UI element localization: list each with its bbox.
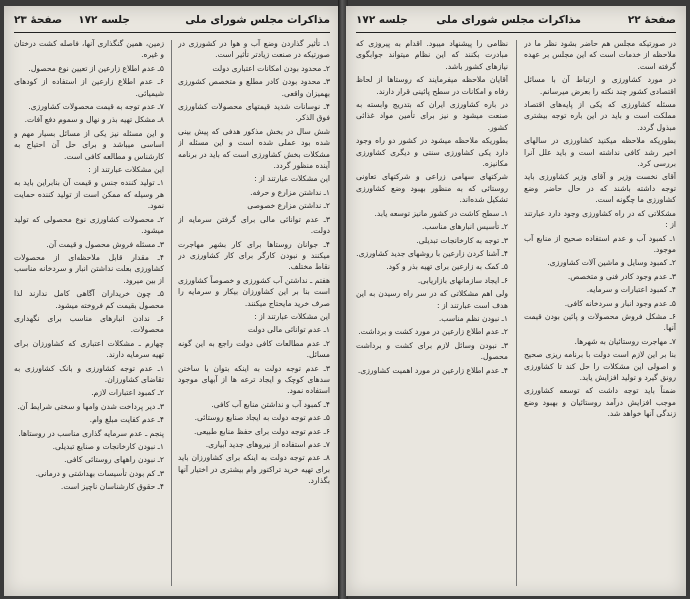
paragraph: ۱ـ سطح کاشت در کشور مانیز توسعه یابد. bbox=[374, 208, 508, 218]
paragraph: ۴ـ عدم کفایت مبلغ وام. bbox=[89, 415, 164, 425]
paragraph: ۴ـ مقدار قابل ملاحظه‌ای از محصولات کشاورزی بعلت نداشتن انبار و سردخانه مناسب از بین میرود. bbox=[14, 252, 164, 285]
paragraph: ۴ـ حقوق کارشناسان ناچیز است. bbox=[60, 482, 164, 492]
paragraph: بطوریکه ملاحظه میشود در کشور دو راه وجود دارد یکی کشاورزی سنتی و دیگری کشاورزی مکانیزه. bbox=[356, 136, 508, 169]
paragraph: ۵ـ عدم اطلاع زارعین از تعیین نوع محصول. bbox=[28, 63, 164, 73]
paragraph: ۱ـ نداشتن مزارع و حرفه. bbox=[250, 187, 330, 197]
paragraph: ۱ـ نبودن نظم مناسب. bbox=[438, 313, 508, 323]
paragraph: ۶ـ عدم توجه دولت برای حفظ منابع طبیعی. bbox=[193, 426, 330, 436]
paragraph: ۲ـ محدود بودن امکانات اعتباری دولت bbox=[212, 63, 330, 73]
paragraph: ۳ـ مسئله فروش محصول و قیمت آن. bbox=[46, 239, 164, 249]
text-column-right bbox=[178, 38, 330, 590]
paragraph: ۱ـ تأثیر گذاردن وضع آب و هوا در کشورزی در صورتیکه در صنعت زیادتر تأثیر است. bbox=[178, 39, 330, 60]
paragraph: پنجم ـ عدم سرمایه گذاری مناسب در روستاها. bbox=[18, 428, 164, 438]
page-title: مذاکرات مجلس شورای ملی bbox=[185, 14, 330, 26]
paragraph: بطوریکه ملاحظه میکنید کشاورزی در سالهای اخیر رشد کافی نداشته است و باید علل آنرا بررسی کرد. bbox=[524, 136, 676, 169]
paragraph: این مشکلات عبارتند از : bbox=[88, 165, 164, 175]
paragraph: ضمناً باید توجه داشت که توسعه کشاورزی موجب افزایش درآمد روستائیان و بهبود وضع زندگی آنها خواهد شد. bbox=[524, 386, 676, 419]
text-column-left bbox=[356, 38, 508, 590]
page-title: مذاکرات مجلس شورای ملی bbox=[436, 14, 581, 26]
paragraph: ۲ـ کمبود اعتبارات لازم. bbox=[91, 388, 164, 398]
paragraph: ۳ـ عدم وجود کادر فنی و متخصص. bbox=[567, 271, 676, 281]
paragraph: ۱ـ عدم توجه کشاورزی و بانک کشاورزی به تقاضای کشاورزان. bbox=[14, 363, 164, 384]
paragraph: ۶ـ عدم اطلاع زارعین از استفاده از کودهای شیمیائی. bbox=[14, 77, 164, 98]
page-number: صفحهٔ ۲۳ bbox=[14, 14, 63, 26]
paragraph: در صورتیکه مجلس هم حاضر بشود نظر ما در ملاحظه از خدمات است که این مجلس بر عهده گرفته است. bbox=[524, 39, 676, 71]
paragraph: ۲ـ نداشتن مزارع خصوصی bbox=[247, 201, 330, 211]
paragraph: بنا بر این لازم است دولت با برنامه ریزی صحیح و اصولی این مشکلات را حل کند تا کشاورزی رونق گیرد و تولید افزایش یابد. bbox=[524, 350, 676, 382]
paragraph: ولی اهم مشکلاتی که در سر راه رسیدن به این هدف است عبارتند از : bbox=[356, 289, 508, 310]
paragraph: شرکتهای سهامی زراعی و شرکتهای تعاونی روستائی که به منظور بهبود وضع کشاورزی تشکیل شده‌اند. bbox=[356, 172, 508, 205]
paragraph: این مشکلات عبارتند از : bbox=[254, 174, 330, 184]
paragraph: ۱ـ نبودن کارخانجات و صنایع تبدیلی. bbox=[52, 442, 164, 451]
paragraph: ۷ـ عدم توجه به قیمت محصولات کشاورزی. bbox=[28, 102, 164, 112]
paragraph: مشکلاتی که در راه کشاورزی وجود دارد عبارتند از : bbox=[524, 208, 676, 230]
paragraph: ۵ـ چون خریداران آگاهی کامل ندارند لذا محصول بقیمت کم فروخته میشود. bbox=[14, 289, 164, 310]
paragraph: ۲ـ کمبود وسایل و ماشین آلات کشاورزی. bbox=[547, 258, 676, 268]
column-divider bbox=[516, 40, 517, 586]
paragraph: ۵ـ عدم وجود انبار و سردخانه کافی. bbox=[564, 298, 676, 308]
page-header bbox=[14, 10, 330, 33]
paragraph: ۷ـ مهاجرت روستائیان به شهرها. bbox=[574, 336, 676, 346]
paragraph: ۴ـ کمبود آب و نداشتن منابع آب کافی. bbox=[211, 399, 330, 409]
paragraph: در مورد کشاورزی و ارتباط آن با مسائل اقتصادی کشور چند نکته را بعرض میرسانم. bbox=[524, 75, 676, 96]
paragraph: زمین، همین گنگذاری آنها، فاصله کشت درختان و غیره. bbox=[14, 39, 164, 60]
paragraph: و این مسئله نیز یکی از مسائل بسیار مهم و اساسی میباشد و برای حل آن احتیاج به کارشناس و مطالعه کافی است. bbox=[14, 128, 164, 161]
left-page bbox=[4, 6, 340, 596]
paragraph: ۵ـ عدم توجه دولت به ایجاد صنایع روستائی. bbox=[194, 413, 330, 423]
page-header bbox=[356, 10, 676, 33]
paragraph: مسئله کشاورزی که یکی از پایه‌های اقتصاد مملکت است و باید در این باره توجه بیشتری مبذول گردد. bbox=[524, 100, 676, 132]
paragraph: شش سال در بخش مذکور هدفی که پیش بینی شده بود عملی شده است و این مسئله از مشکلات بخش کشاورزی است که باید در برنامه آینده منظور گردد. bbox=[178, 126, 330, 171]
paragraph: ۴ـ نوسانات شدید قیمتهای محصولات کشاورزی فوق الذکر. bbox=[178, 102, 330, 123]
paragraph: ۲ـ عدم اطلاع زارعین در مورد کشت و برداشت. bbox=[358, 327, 508, 337]
paragraph: ۶ـ ندادن انبارهای مناسب برای نگهداری محصولات. bbox=[14, 313, 164, 335]
paragraph: ۸ـ عدم توجه دولت به اینکه برای کشاورزان باید برای تهیه خرید تراکتور وام بیشتری در اختیار آنها بگذارد. bbox=[178, 453, 330, 486]
paragraph: ۳ـ نبودن وسائل لازم برای کشت و برداشت محصول. bbox=[356, 340, 508, 362]
paragraph: این مشکلات عبارتند از : bbox=[254, 311, 330, 321]
paragraph: نظامی را پیشنهاد میبود. اقدام به پیروزی که مبادرت بکنند که این نظام میتواند جوابگوی نیازهای کشور باشد. bbox=[356, 39, 508, 71]
text-column-right bbox=[524, 38, 676, 590]
paragraph: ۲ـ نبودن راههای روستائی کافی. bbox=[64, 455, 164, 465]
paragraph: ۳ـ کم بودن تأسیسات بهداشتی و درمانی. bbox=[35, 468, 164, 478]
paragraph: در باره کشاورزی ایران که بتدریج وابسته به صنعت میشود و نیز برای تأمین مواد غذائی کشور. bbox=[356, 100, 508, 132]
paragraph: ۴ـ کمبود اعتبارات و سرمایه. bbox=[586, 285, 676, 295]
paragraph: ۷ـ عدم استفاده از نیروهای جدید آبیاری. bbox=[205, 440, 330, 449]
paragraph: ۳ـ توجه به کارخانجات تبدیلی. bbox=[416, 235, 508, 245]
session-number: جلسه ۱۷۲ bbox=[78, 14, 130, 26]
paragraph: ۵ـ کمک به زارعین برای تهیه بذر و کود. bbox=[386, 262, 508, 272]
paragraph: ۶ـ مشکل فروش محصولات و پائین بودن قیمت آنها. bbox=[524, 311, 676, 333]
column-divider bbox=[171, 40, 172, 586]
paragraph: آقای نخست وزیر و آقای وزیر کشاورزی باید توجه داشته باشند که در حال حاضر وضع کشاورزی ما چگونه است. bbox=[524, 172, 676, 205]
paragraph: ۸ـ مشکل تهیه بذر و نهال و سموم دفع آفات. bbox=[24, 115, 164, 125]
paragraph: آقایان ملاحظه میفرمایند که روستاها از لحاظ رفاه و امکانات در سطح پائینی قرار دارند. bbox=[356, 75, 508, 96]
paragraph: ۶ـ ایجاد سازمانهای بازاریابی. bbox=[417, 275, 508, 285]
paragraph: ۳ـ عدم توجه دولت به اینکه بتوان با ساختن سدهای کوچک و ایجاد ترعه ها از آبهای موجود استفاده نمود. bbox=[178, 363, 330, 396]
session-number: جلسه ۱۷۲ bbox=[356, 14, 408, 26]
paragraph: ۱ـ کمبود آب و عدم استفاده صحیح از منابع آب موجود. bbox=[524, 233, 676, 254]
paragraph: ۴ـ جوانان روستاها برای کار بشهر مهاجرت میکنند و نبودن کارگر برای کار کشاورزی در نقاط مختلف. bbox=[178, 239, 330, 272]
paragraph: ۱ـ تولید کننده جنس و قیمت آن بنابراین باید به هر وسیله که ممکن است از تولید کننده حمایت نمود. bbox=[14, 178, 164, 211]
paragraph: ۱ـ عدم توانائی مالی دولت bbox=[247, 325, 330, 335]
paragraph: ۲ـ محصولات کشاورزی نوع محصولی که تولید میشود. bbox=[14, 214, 164, 236]
paragraph: ۴ـ آشنا کردن زارعین با روشهای جدید کشاورزی. bbox=[356, 248, 508, 258]
paragraph: چهارم ـ مشکلات اعتباری که کشاورزان برای تهیه سرمایه دارند. bbox=[14, 338, 164, 360]
paragraph: ۲ـ عدم مطالعات کافی دولت راجع به این گونه مسائل. bbox=[178, 338, 330, 360]
text-column-left bbox=[14, 38, 164, 590]
paragraph: ۳ـ دیر پرداخت شدن وامها و سختی شرایط آن. bbox=[17, 401, 164, 411]
paragraph: ۲ـ تأسیس انبارهای مناسب. bbox=[422, 222, 508, 232]
paragraph: ۳ـ محدود بودن کادر مطلع و متخصص کشورزی بهمیزان واقعی. bbox=[178, 77, 330, 98]
page-number: صفحهٔ ۲۲ bbox=[627, 14, 676, 26]
paragraph: ۳ـ عدم توانائی مالی برای گرفتن سرمایه از دولت. bbox=[178, 214, 330, 236]
right-page bbox=[346, 6, 686, 596]
paragraph: هفتم ـ نداشتن آب کشورزی و خصوصاً کشاورزی است بنا بر این کشاورزان بیکار و سرمایه را صرف خرید مایحتاج میکنند. bbox=[178, 275, 330, 308]
paragraph: ۴ـ عدم اطلاع زارعین در مورد اهمیت کشاورزی. bbox=[357, 365, 508, 375]
